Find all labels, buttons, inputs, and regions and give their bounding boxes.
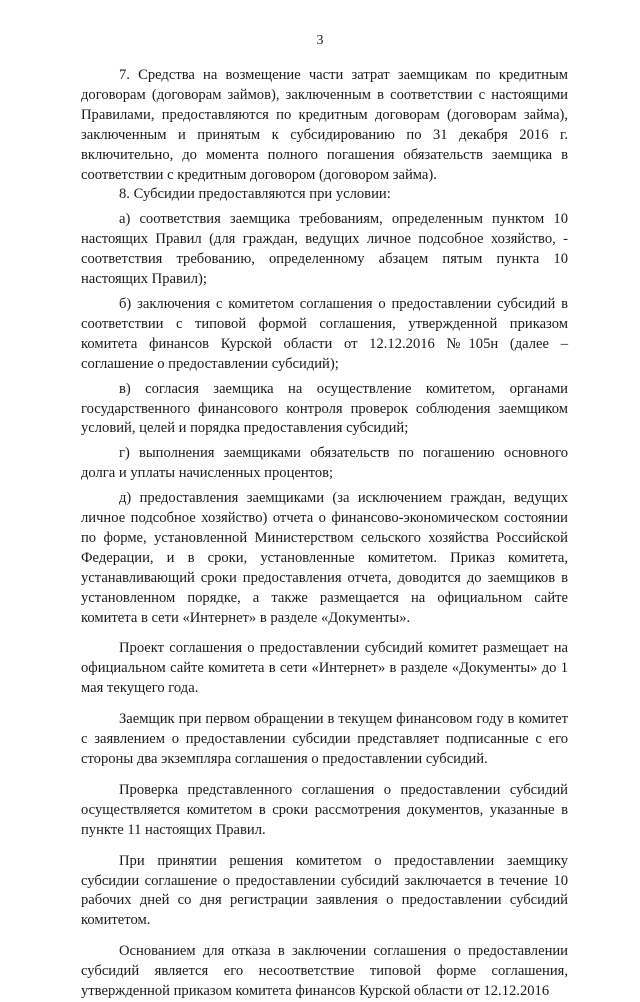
- paragraph-agreement-conclusion: При принятии решения комитетом о предоставлении заемщику субсидии соглашение о предоставлении субсидий заключается в течение 10 рабочих дней со дня регистрации заявления о предоставлении субсидий комитетом.: [81, 852, 568, 929]
- document-body: [81, 66, 568, 1002]
- page-number: 3: [316, 33, 324, 48]
- paragraph-8-conditions: 8. Субсидии предоставляются при условии:: [119, 186, 391, 203]
- condition-b: б) заключения с комитетом соглашения о предоставлении субсидий в соответствии с типовой формой соглашения, утвержденной приказом комитета финансов Курской области от 12.12.2016 №105н (далее – соглашение о предоставлении субсидий);: [81, 295, 568, 372]
- paragraph-first-application: Заемщик при первом обращении в текущем финансовом году в комитет с заявлением о предоставлении субсидии представляет подписанные с его стороны два экземпляра соглашения о предоставлении субсидий.: [81, 711, 568, 767]
- paragraph-draft-agreement: Проект соглашения о предоставлении субсидий комитет размещает на официальном сайте комитета в сети «Интернет» в разделе «Документы» до 1 мая текущего года.: [81, 640, 568, 697]
- paragraph-agreement-check: Проверка представленного соглашения о предоставлении субсидий осуществляется комитетом в сроки рассмотрения документов, указанные в пункте 11 настоящих Правил.: [81, 781, 568, 838]
- paragraph-7-funds: 7. Средства на возмещение части затрат заемщикам по кредитным договорам (договорам займов), заключенным в соответствии с настоящими Правилами, предоставляются по кредитным договорам (договорам займа), заключенным и принятым к субсидированию по 31 декабря 2016 г. включительно, до момента полного погашения обязательств заемщика в соответствии с кредитным договором (договором займа).: [81, 67, 568, 183]
- condition-v: в) согласия заемщика на осуществление комитетом, органами государственного финансового контроля проверок соблюдения заемщиком условий, целей и порядка предоставления субсидий;: [81, 380, 568, 437]
- condition-d: д) предоставления заемщиками (за исключением граждан, ведущих личное подсобное хозяйство) отчета о финансово-экономическом состоянии по форме, установленной Министерством сельского хозяйства Российской Федерации, и в сроки, установленные комитетом. Приказ комитета, устанавливающий сроки предоставления отчета, доводится до заемщиков в установленном порядке, а также размещается на официальном сайте комитета в сети «Интернет» в разделе «Документы».: [81, 490, 568, 626]
- paragraph-refusal-grounds: Основанием для отказа в заключении соглашения о предоставлении субсидий является его несоответствие типовой форме соглашения, утвержденной приказом комитета финансов Курской области от 12.12.2016: [81, 943, 568, 1000]
- condition-a: а) соответствия заемщика требованиям, определенным пунктом 10 настоящих Правил (для граждан, ведущих личное подсобное хозяйство, - соответствия требованию, определенному абзацем пятым пункта 10 настоящих Правил);: [81, 211, 568, 288]
- condition-g: г) выполнения заемщиками обязательств по погашению основного долга и уплаты начисленных процентов;: [81, 445, 568, 482]
